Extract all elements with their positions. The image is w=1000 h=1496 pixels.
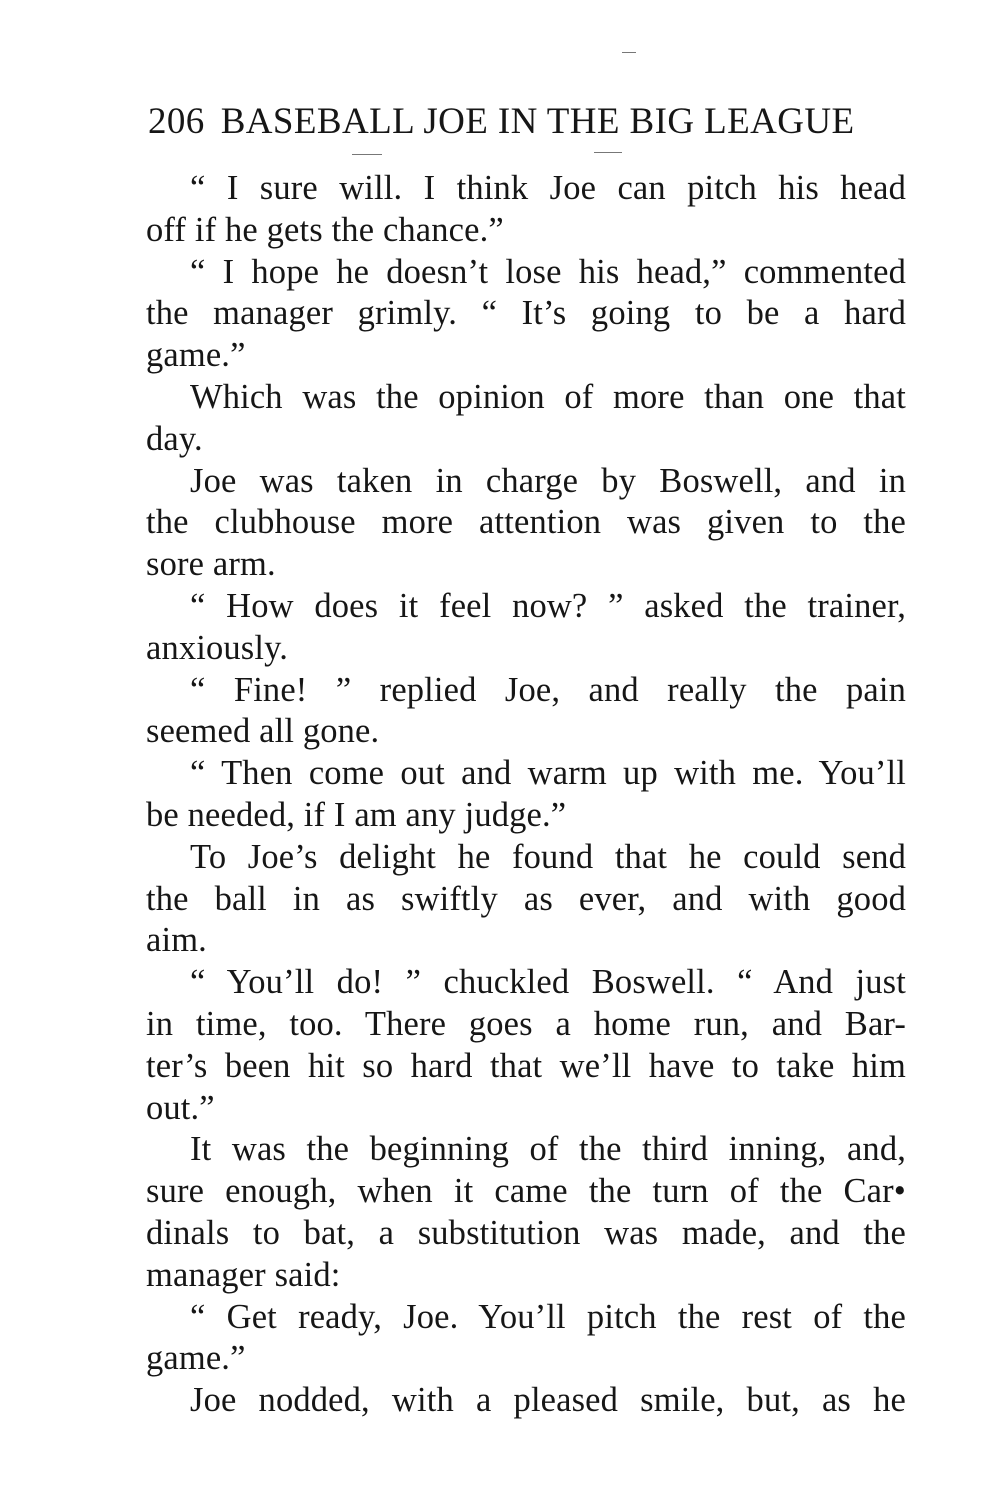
text-line: the manager grimly. “ It’s going to be a hard xyxy=(146,294,906,333)
running-title: BASEBALL JOE IN THE BIG LEAGUE xyxy=(220,101,855,142)
text-line: game.” xyxy=(146,336,246,375)
text-line: “ Get ready, Joe. You’ll pitch the rest of the xyxy=(190,1297,906,1336)
text-line: “ How does it feel now? ” asked the trainer, xyxy=(190,586,906,625)
text-line: To Joe’s delight he found that he could send xyxy=(190,837,906,876)
text-line: game.” xyxy=(146,1339,246,1378)
text-line: dinals to bat, a substitution was made, and the xyxy=(146,1213,906,1252)
scan-speck xyxy=(622,52,636,53)
text-line: Joe nodded, with a pleased smile, but, as he xyxy=(190,1381,906,1420)
text-line: off if he gets the chance.” xyxy=(146,210,504,249)
text-line: “ I sure will. I think Joe can pitch his head xyxy=(190,169,906,207)
page-number: 206 xyxy=(148,101,205,142)
text-line: be needed, if I am any judge.” xyxy=(146,795,567,834)
text-line: ter’s been hit so hard that we’ll have to take him xyxy=(146,1046,906,1085)
text-line: anxiously. xyxy=(146,628,289,667)
text-line: sure enough, when it came the turn of the Car• xyxy=(146,1172,906,1211)
text-line: in time, too. There goes a home run, and Bar- xyxy=(146,1004,906,1043)
text-line: the clubhouse more attention was given to the xyxy=(146,503,906,542)
text-line: day. xyxy=(146,419,203,458)
text-line: Joe was taken in charge by Boswell, and in xyxy=(190,461,906,500)
text-line: “ Then come out and warm up with me. You’ll xyxy=(190,754,906,793)
text-line: “ Fine! ” replied Joe, and really the pain xyxy=(190,670,906,709)
text-line: the ball in as swiftly as ever, and with good xyxy=(146,879,906,918)
text-line: “ You’ll do! ” chuckled Boswell. “ And just xyxy=(190,963,906,1002)
page-header xyxy=(148,98,908,146)
text-line: out.” xyxy=(146,1088,215,1127)
scan-speck xyxy=(352,154,382,155)
scan-speck xyxy=(594,152,622,153)
text-line: seemed all gone. xyxy=(146,712,380,751)
text-line: “ I hope he doesn’t lose his head,” commented xyxy=(190,252,906,291)
text-line: Which was the opinion of more than one that xyxy=(190,377,906,416)
text-line: manager said: xyxy=(146,1255,341,1294)
text-line: aim. xyxy=(146,921,207,960)
body-text xyxy=(146,168,906,1422)
text-line: sore arm. xyxy=(146,545,276,584)
text-line: It was the beginning of the third inning, and, xyxy=(190,1130,906,1169)
